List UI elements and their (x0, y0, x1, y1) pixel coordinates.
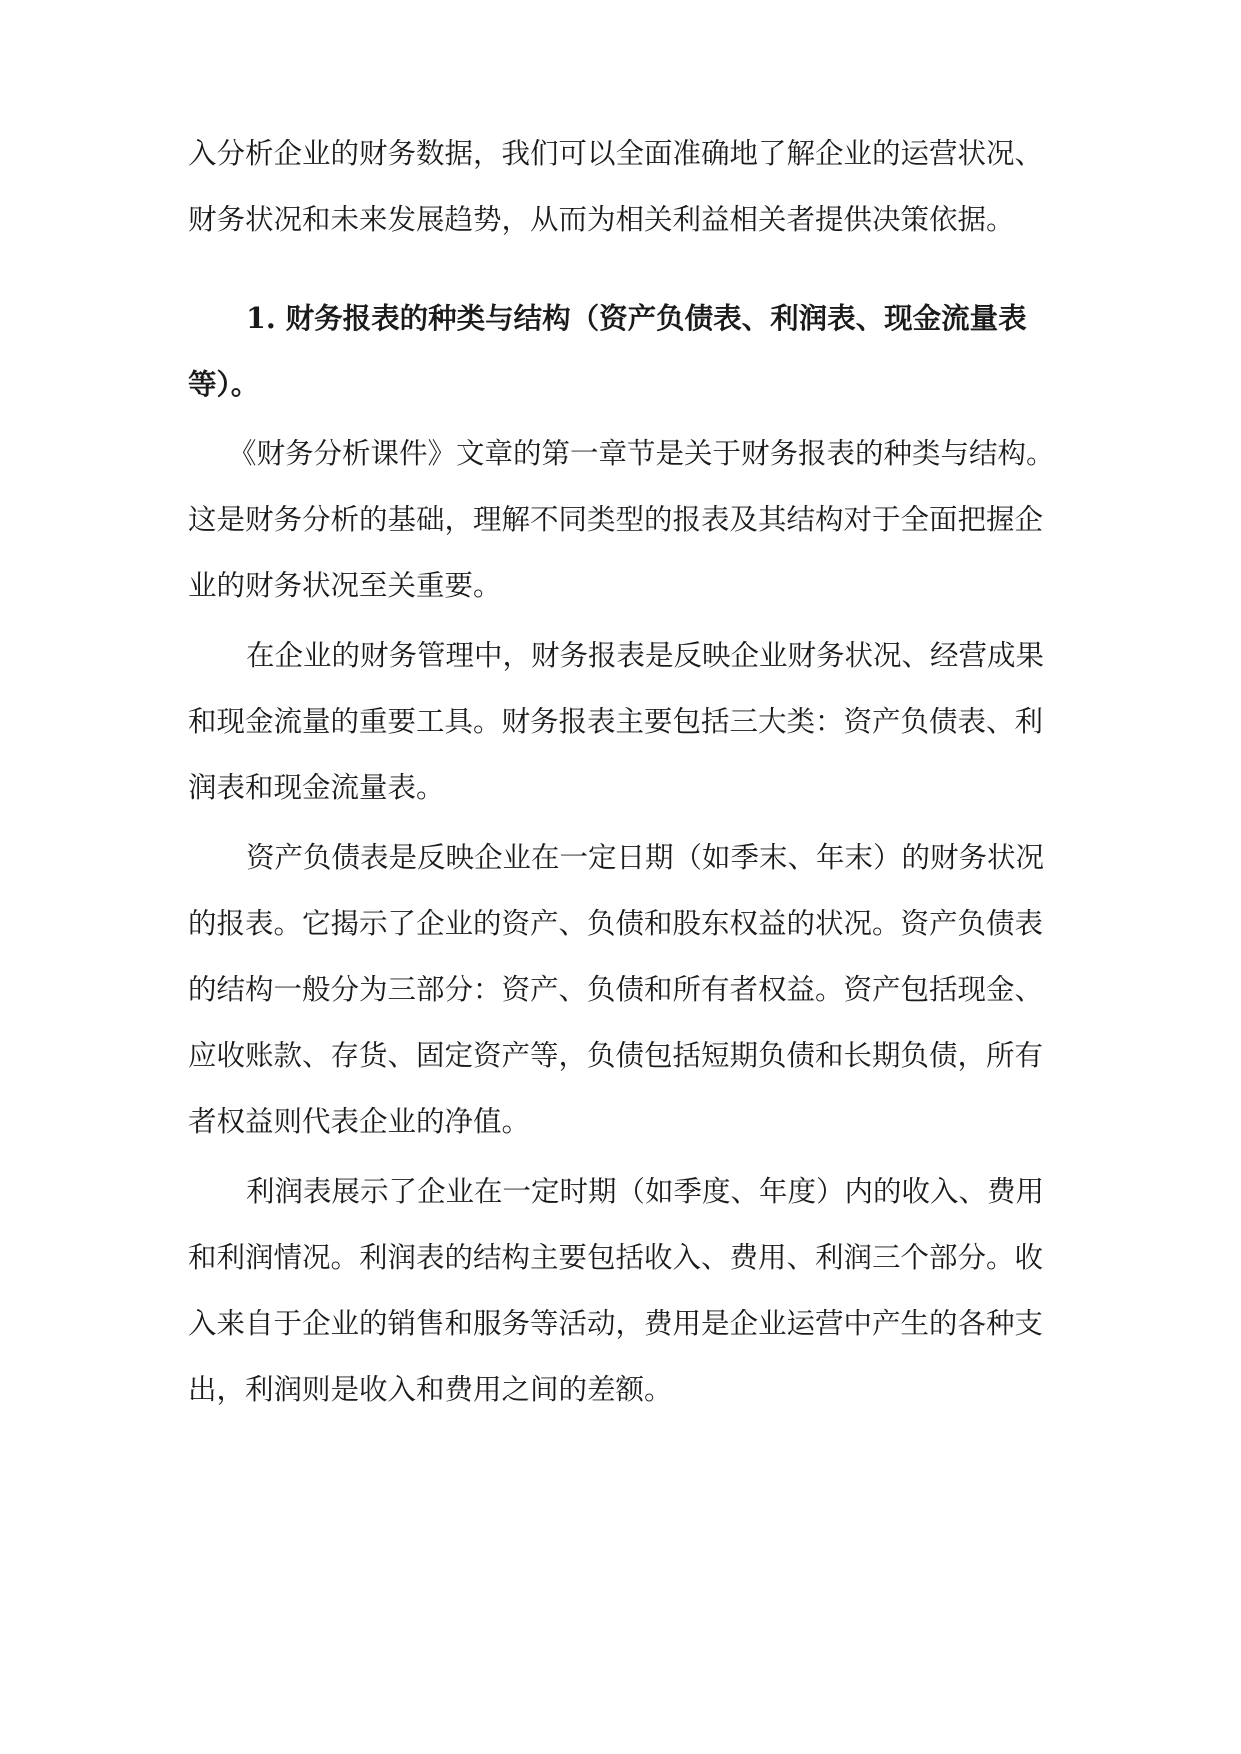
paragraph-line: 入来自于企业的销售和服务等活动，费用是企业运营中产生的各种支 (188, 1307, 1044, 1340)
paragraph-line: 应收账款、存货、固定资产等，负债包括短期负债和长期负债，所有 (188, 1039, 1044, 1072)
paragraph-line: 《财务分析课件》文章的第一章节是关于财务报表的种类与结构。 (228, 437, 1055, 470)
paragraph-line: 和现金流量的重要工具。财务报表主要包括三大类：资产负债表、利 (188, 705, 1044, 738)
paragraph-line: 财务状况和未来发展趋势，从而为相关利益相关者提供决策依据。 (188, 203, 1015, 236)
paragraph-line: 利润表展示了企业在一定时期（如季度、年度）内的收入、费用 (246, 1175, 1045, 1208)
paragraph-line: 这是财务分析的基础，理解不同类型的报表及其结构对于全面把握企 (188, 503, 1044, 536)
paragraph-line: 出，利润则是收入和费用之间的差额。 (188, 1373, 673, 1406)
paragraph-line: 在企业的财务管理中，财务报表是反映企业财务状况、经营成果 (246, 639, 1045, 672)
paragraph-line: 入分析企业的财务数据，我们可以全面准确地了解企业的运营状况、 (188, 137, 1044, 170)
section-heading-continued: 等）。 (188, 367, 260, 401)
paragraph-line: 业的财务状况至关重要。 (188, 569, 502, 602)
section-heading: 1. 财务报表的种类与结构（资产负债表、利润表、现金流量表 (246, 301, 1027, 335)
paragraph-line: 润表和现金流量表。 (188, 771, 445, 804)
paragraph-line: 者权益则代表企业的净值。 (188, 1105, 531, 1138)
paragraph-line: 资产负债表是反映企业在一定日期（如季末、年末）的财务状况 (246, 841, 1045, 874)
paragraph-line: 的结构一般分为三部分：资产、负债和所有者权益。资产包括现金、 (188, 973, 1044, 1006)
paragraph-line: 的报表。它揭示了企业的资产、负债和股东权益的状况。资产负债表 (188, 907, 1044, 940)
paragraph-line: 和利润情况。利润表的结构主要包括收入、费用、利润三个部分。收 (188, 1241, 1044, 1274)
